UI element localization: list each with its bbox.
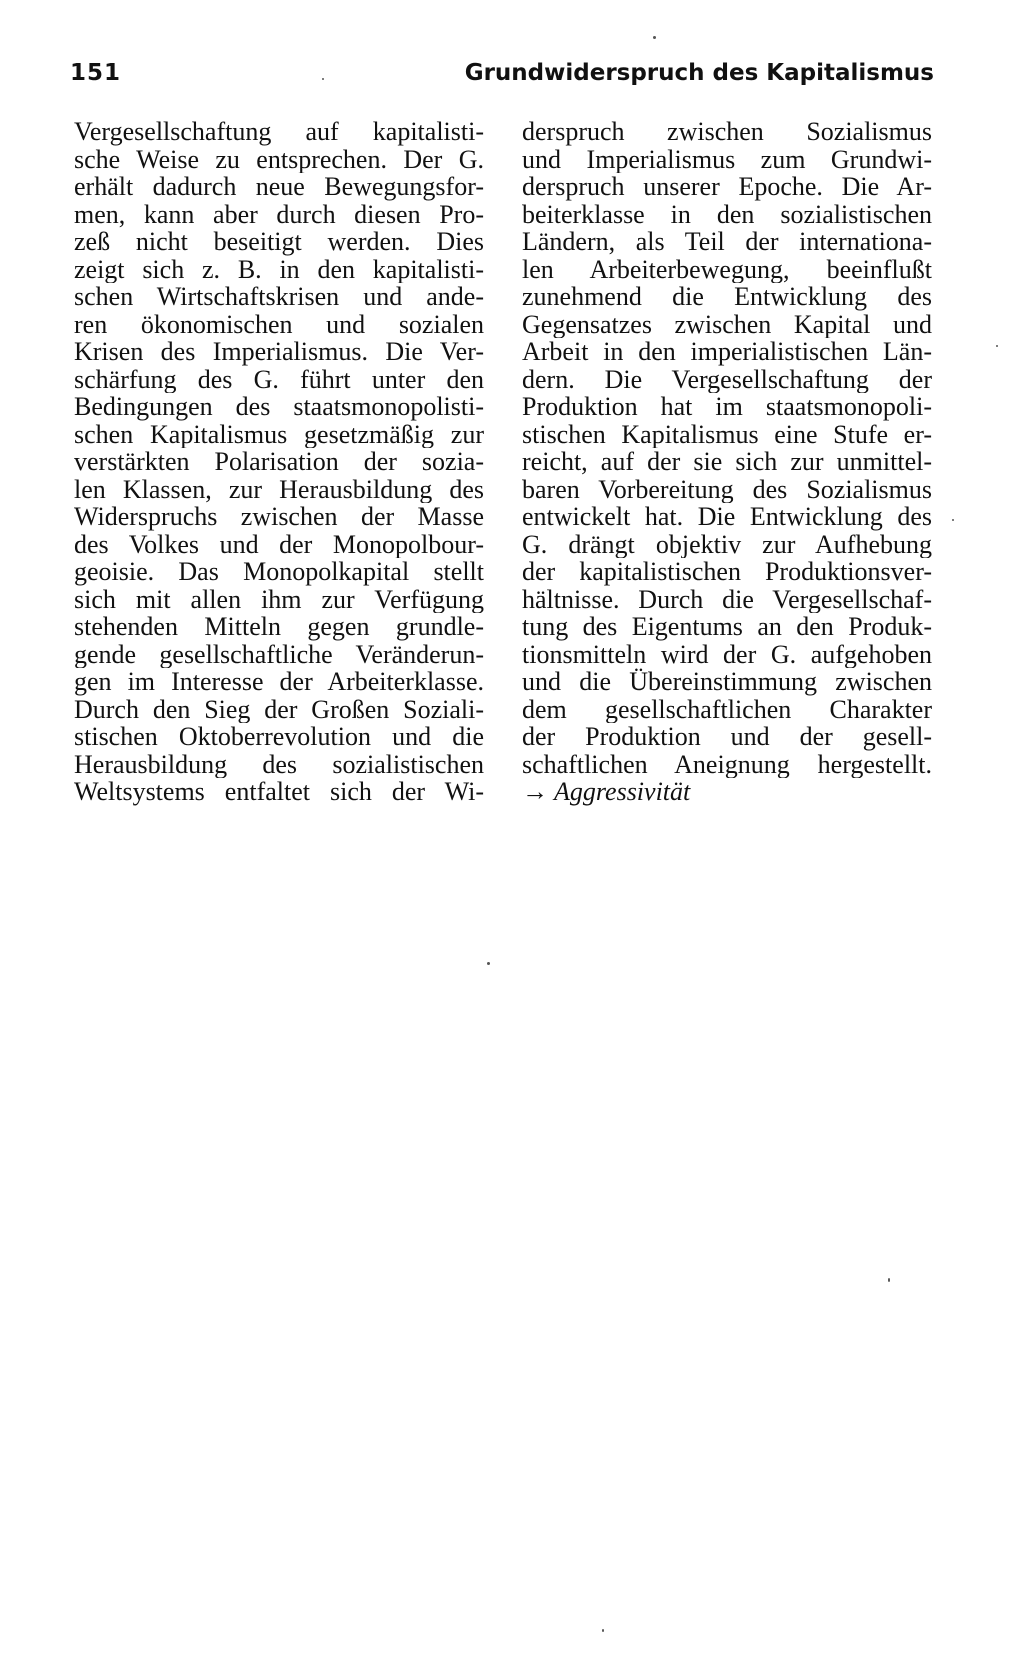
scan-speck (322, 78, 324, 80)
text-line: gende gesellschaftliche Veränderun- (74, 640, 484, 668)
scan-speck (952, 519, 954, 521)
scan-speck (996, 345, 998, 347)
text-line: Durch den Sieg der Großen Soziali- (74, 695, 484, 723)
text-line: sich mit allen ihm zur Verfügung (74, 585, 484, 613)
text-line: verstärkten Polarisation der sozia- (74, 448, 484, 476)
text-line: stehenden Mitteln gegen grundle- (74, 613, 484, 641)
text-line: zeigt sich z. B. in den kapitalisti- (74, 255, 484, 283)
text-line: dem gesellschaftlichen Charakter (522, 695, 932, 723)
text-line: entwickelt hat. Die Entwicklung des (522, 503, 932, 531)
text-line: derspruch zwischen Sozialismus (522, 118, 932, 146)
page-header (70, 60, 934, 96)
text-line: gen im Interesse der Arbeiterklasse. (74, 668, 484, 696)
scan-speck (487, 962, 490, 965)
text-line: baren Vorbereitung des Sozialismus (522, 475, 932, 503)
scan-speck (653, 36, 656, 39)
text-line: tung des Eigentums an den Produk- (522, 613, 932, 641)
text-line: der kapitalistischen Produktionsver- (522, 558, 932, 586)
text-line: Krisen des Imperialismus. Die Ver- (74, 338, 484, 366)
text-line: geoisie. Das Monopolkapital stellt (74, 558, 484, 586)
text-line: stischen Kapitalismus eine Stufe er- (522, 420, 932, 448)
text-line: Gegensatzes zwischen Kapital und (522, 310, 932, 338)
text-line: schärfung des G. führt unter den (74, 365, 484, 393)
text-line: Weltsystems entfaltet sich der Wi- (74, 778, 484, 806)
text-line: schaftlichen Aneignung hergestellt. (522, 750, 932, 778)
running-title: Grundwiderspruch des Kapitalismus (464, 60, 934, 86)
text-line: len Arbeiterbewegung, beeinflußt (522, 255, 932, 283)
scan-speck (602, 1629, 604, 1632)
text-line: erhält dadurch neue Bewegungsfor- (74, 173, 484, 201)
text-line: derspruch unserer Epoche. Die Ar- (522, 173, 932, 201)
text-line: dern. Die Vergesellschaftung der (522, 365, 932, 393)
text-line: des Volkes und der Monopolbour- (74, 530, 484, 558)
text-line: ren ökonomischen und sozialen (74, 310, 484, 338)
text-line: und Imperialismus zum Grundwi- (522, 145, 932, 173)
text-line: tionsmitteln wird der G. aufgehoben (522, 640, 932, 668)
text-line: Arbeit in den imperialistischen Län- (522, 338, 932, 366)
cross-reference[interactable] (522, 778, 932, 806)
right-text-column (522, 118, 932, 806)
scan-speck (888, 1278, 890, 1282)
text-line: hältnisse. Durch die Vergesellschaf- (522, 585, 932, 613)
page-number: 151 (70, 60, 122, 86)
text-line: Bedingungen des staatsmonopolisti- (74, 393, 484, 421)
text-line: Herausbildung des sozialistischen (74, 750, 484, 778)
text-line: stischen Oktoberrevolution und die (74, 723, 484, 751)
text-line: zunehmend die Entwicklung des (522, 283, 932, 311)
text-line: sche Weise zu entsprechen. Der G. (74, 145, 484, 173)
arrow-right-icon: → (522, 777, 548, 806)
text-line: Vergesellschaftung auf kapitalisti- (74, 118, 484, 146)
text-line: beiterklasse in den sozialistischen (522, 200, 932, 228)
text-line: men, kann aber durch diesen Pro- (74, 200, 484, 228)
text-line: Produktion hat im staatsmonopoli- (522, 393, 932, 421)
text-line: reicht, auf der sie sich zur unmittel- (522, 448, 932, 476)
text-line: der Produktion und der gesell- (522, 723, 932, 751)
left-text-column (74, 118, 484, 806)
text-line: G. drängt objektiv zur Aufhebung (522, 530, 932, 558)
text-line: schen Wirtschaftskrisen und ande- (74, 283, 484, 311)
text-line: und die Übereinstimmung zwischen (522, 668, 932, 696)
cross-reference-target[interactable]: Aggressivität (554, 777, 691, 806)
text-line: Ländern, als Teil der internationa- (522, 228, 932, 256)
text-line: zeß nicht beseitigt werden. Dies (74, 228, 484, 256)
text-line: len Klassen, zur Herausbildung des (74, 475, 484, 503)
text-line: schen Kapitalismus gesetzmäßig zur (74, 420, 484, 448)
text-line: Widerspruchs zwischen der Masse (74, 503, 484, 531)
